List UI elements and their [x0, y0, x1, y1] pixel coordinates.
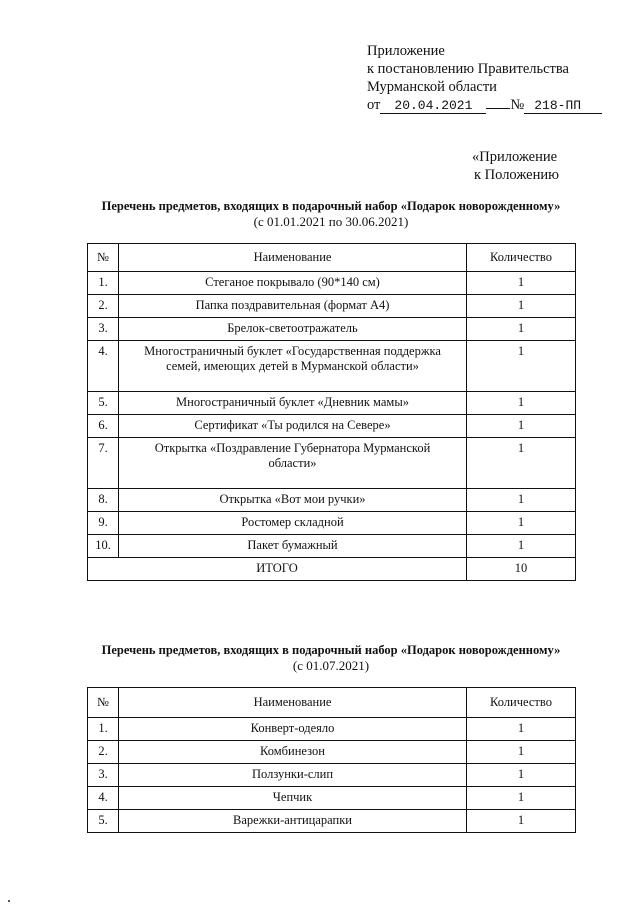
- table-row: [88, 764, 576, 787]
- total-label: ИТОГО: [88, 558, 467, 581]
- number-prefix: №: [510, 97, 525, 113]
- table-row: [88, 489, 576, 512]
- table-row: [88, 438, 576, 489]
- table-row: [88, 741, 576, 764]
- appendix-date-number-line: [367, 96, 602, 114]
- row-num: 5.: [88, 392, 119, 415]
- row-qty: 1: [467, 415, 576, 438]
- section2-heading: [88, 643, 574, 673]
- table-row: [88, 341, 576, 392]
- appendix-header: [367, 42, 602, 114]
- row-name: Папка поздравительная (формат А4): [119, 295, 467, 318]
- row-qty: 1: [467, 341, 576, 392]
- sub-appendix-title: «Приложение: [472, 149, 558, 165]
- row-name: [119, 341, 467, 392]
- header-name: Наименование: [119, 244, 467, 272]
- section2-period: (с 01.07.2021): [292, 658, 370, 673]
- row-num: 8.: [88, 489, 119, 512]
- appendix-resolution-line: к постановлению Правительства: [367, 61, 569, 77]
- row-qty: 1: [467, 764, 576, 787]
- underline-gap: [486, 108, 510, 109]
- row-name: Конверт-одеяло: [119, 718, 467, 741]
- date-prefix: от: [367, 97, 381, 113]
- row-name: Стеганое покрывало (90*140 см): [119, 272, 467, 295]
- section2-table: [87, 687, 576, 833]
- row-name-line2: области»: [268, 456, 317, 470]
- row-num: 2.: [88, 741, 119, 764]
- row-num: 3.: [88, 764, 119, 787]
- row-num: 1.: [88, 272, 119, 295]
- row-name: Комбинезон: [119, 741, 467, 764]
- table-row: [88, 535, 576, 558]
- row-num: 6.: [88, 415, 119, 438]
- table-row: [88, 512, 576, 535]
- row-name-line1: Многостраничный буклет «Государственная поддержка: [144, 344, 441, 358]
- row-num: 2.: [88, 295, 119, 318]
- appendix-region-line: Мурманской области: [367, 79, 497, 95]
- row-num: 4.: [88, 341, 119, 392]
- row-name: Сертификат «Ты родился на Севере»: [119, 415, 467, 438]
- row-qty: 1: [467, 787, 576, 810]
- row-qty: 1: [467, 392, 576, 415]
- table-row: [88, 718, 576, 741]
- table-header-row: [88, 688, 576, 718]
- row-name: Брелок-светоотражатель: [119, 318, 467, 341]
- row-qty: 1: [467, 810, 576, 833]
- row-name: Чепчик: [119, 787, 467, 810]
- sub-appendix-ref: к Положению: [474, 167, 559, 183]
- header-qty: Количество: [467, 244, 576, 272]
- table-header-row: [88, 244, 576, 272]
- total-value: 10: [467, 558, 576, 581]
- section1-table: [87, 243, 576, 581]
- table-row: [88, 415, 576, 438]
- row-name: Варежки-антицарапки: [119, 810, 467, 833]
- section1-period: (с 01.01.2021 по 30.06.2021): [253, 214, 409, 229]
- table-row: [88, 392, 576, 415]
- sub-appendix-header: [472, 148, 559, 184]
- row-num: 1.: [88, 718, 119, 741]
- row-name-line1: Открытка «Поздравление Губернатора Мурманской: [154, 441, 431, 455]
- row-qty: 1: [467, 535, 576, 558]
- table-total-row: [88, 558, 576, 581]
- row-num: 9.: [88, 512, 119, 535]
- section2-title: Перечень предметов, входящих в подарочный набор «Подарок новорожденному»: [101, 643, 561, 657]
- row-name: [119, 438, 467, 489]
- table-row: [88, 272, 576, 295]
- row-qty: 1: [467, 272, 576, 295]
- row-qty: 1: [467, 438, 576, 489]
- row-qty: 1: [467, 741, 576, 764]
- table-row: [88, 787, 576, 810]
- section1-title: Перечень предметов, входящих в подарочный набор «Подарок новорожденному»: [101, 199, 561, 213]
- row-num: 5.: [88, 810, 119, 833]
- table-row: [88, 810, 576, 833]
- header-num: №: [88, 244, 119, 272]
- row-name: Ползунки-слип: [119, 764, 467, 787]
- row-num: 10.: [88, 535, 119, 558]
- row-qty: 1: [467, 512, 576, 535]
- row-name: Открытка «Вот мои ручки»: [119, 489, 467, 512]
- row-name: Многостраничный буклет «Дневник мамы»: [119, 392, 467, 415]
- resolution-date: 20.04.2021: [380, 98, 486, 114]
- header-name: Наименование: [119, 688, 467, 718]
- section1-heading: [88, 199, 574, 229]
- row-qty: 1: [467, 295, 576, 318]
- header-qty: Количество: [467, 688, 576, 718]
- scan-speck: [8, 900, 10, 902]
- row-qty: 1: [467, 489, 576, 512]
- header-num: №: [88, 688, 119, 718]
- row-num: 7.: [88, 438, 119, 489]
- row-num: 3.: [88, 318, 119, 341]
- row-qty: 1: [467, 318, 576, 341]
- table-row: [88, 318, 576, 341]
- row-name-line2: семей, имеющих детей в Мурманской области»: [166, 359, 419, 373]
- resolution-number: 218-ПП: [524, 98, 602, 114]
- table-row: [88, 295, 576, 318]
- row-name: Ростомер складной: [119, 512, 467, 535]
- appendix-title: Приложение: [367, 43, 445, 59]
- row-num: 4.: [88, 787, 119, 810]
- row-name: Пакет бумажный: [119, 535, 467, 558]
- row-qty: 1: [467, 718, 576, 741]
